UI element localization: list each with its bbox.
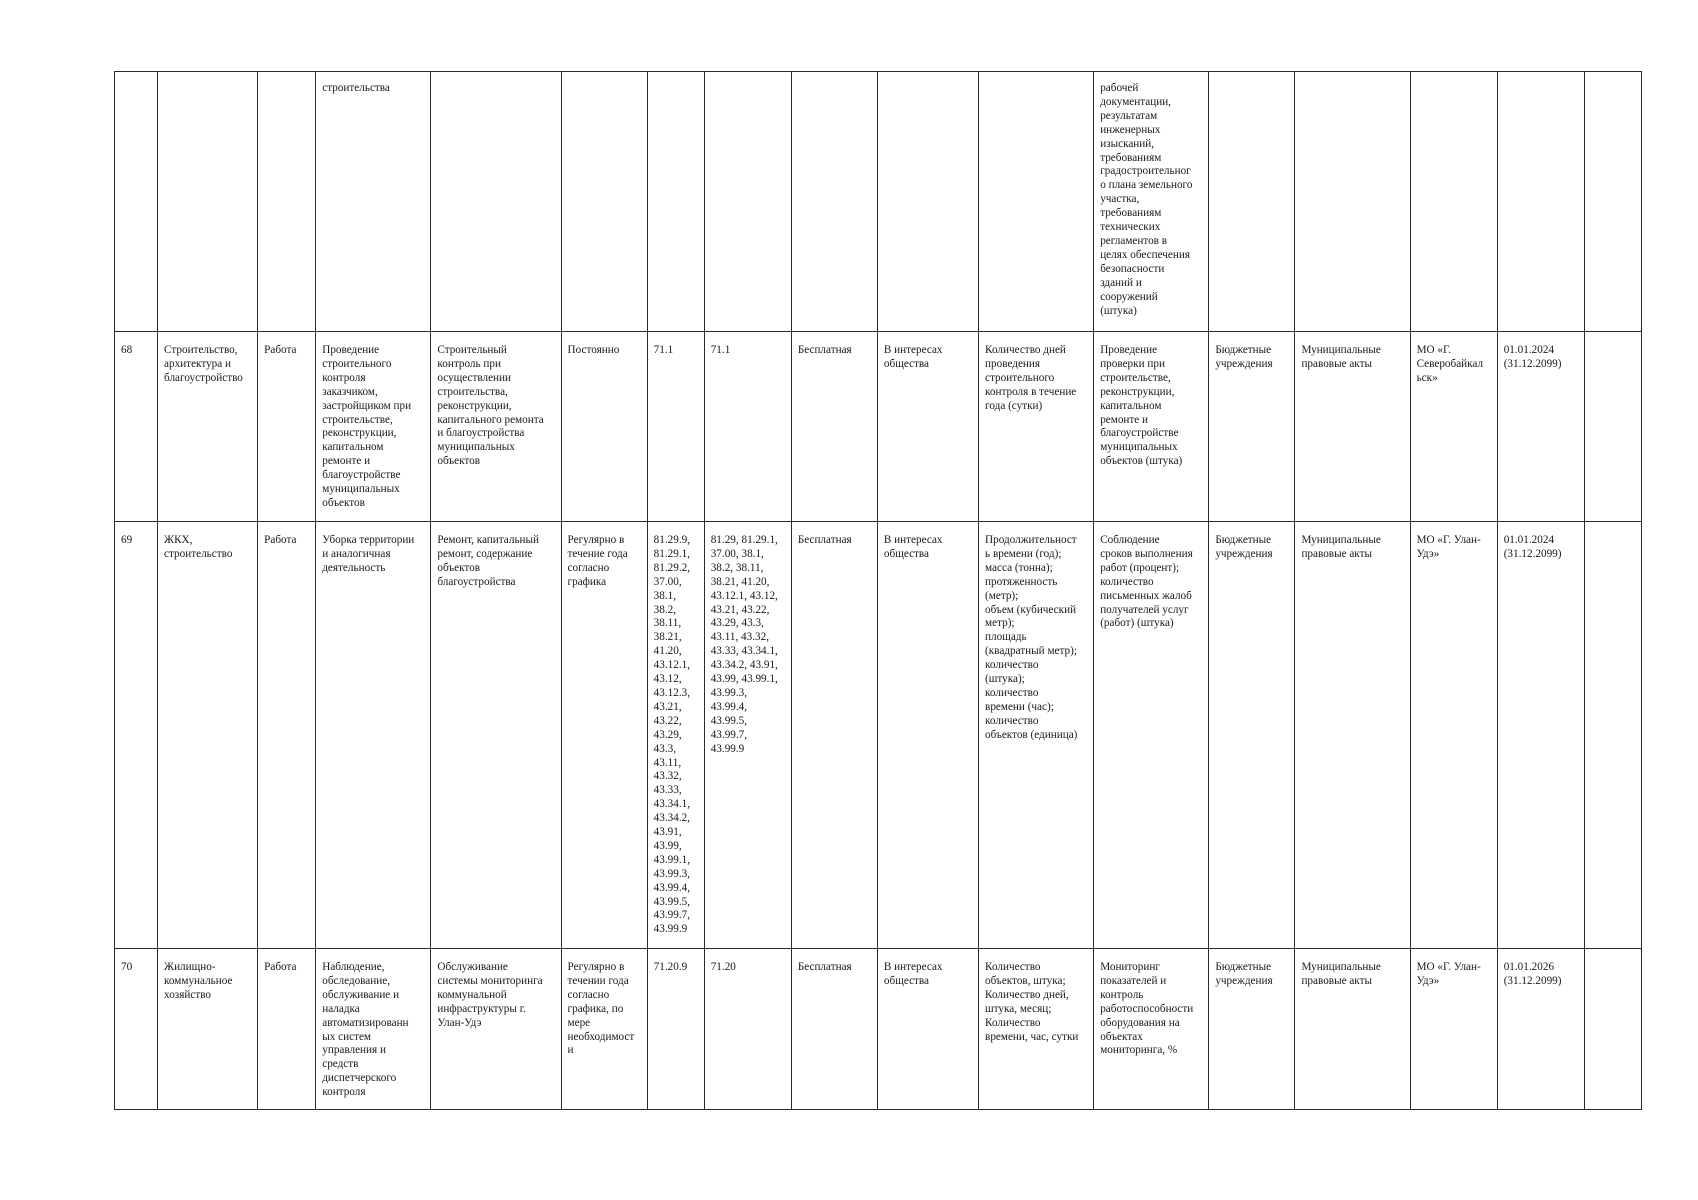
cell-last (1584, 72, 1641, 332)
cell-interest (877, 72, 978, 332)
cell-sector (158, 72, 258, 332)
cell-criteria: Соблюдение сроков выполнения работ (процент); количество письменных жалоб получателей услуг (работ) (штука) (1094, 522, 1209, 949)
cell-sector: Жилищно- коммунальное хозяйство (158, 949, 258, 1110)
cell-last (1584, 332, 1641, 522)
cell-mo: МО «Г. Улан- Удэ» (1410, 949, 1497, 1110)
cell-num: 68 (115, 332, 158, 522)
cell-acts: Муниципальные правовые акты (1295, 949, 1410, 1110)
cell-interest: В интересах общества (877, 522, 978, 949)
cell-acts: Муниципальные правовые акты (1295, 332, 1410, 522)
cell-terms (561, 72, 647, 332)
cell-payment: Бесплатная (791, 522, 877, 949)
cell-okved: 81.29.9, 81.29.1, 81.29.2, 37.00, 38.1, 38.2, 38.11, 38.21, 41.20, 43.12.1, 43.12, 43.12.3, 43.21, 43.22, 43.29, 43.3, 43.11, 43.32, 43.33, 43.34.1, 43.34.2, 43.91, 43.99, 43.99.1, 43.99.3, 43.99.4, 43.99.5, 43.99.7, 43.99.9 (647, 522, 704, 949)
cell-volume (979, 72, 1094, 332)
cell-activity: Уборка территории и аналогичная деятельность (316, 522, 431, 949)
cell-institution: Бюджетные учреждения (1209, 522, 1295, 949)
cell-terms: Постоянно (561, 332, 647, 522)
cell-mo (1410, 72, 1497, 332)
cell-institution (1209, 72, 1295, 332)
cell-sector: ЖКХ, строительство (158, 522, 258, 949)
cell-mo: МО «Г. Северобайкал ьск» (1410, 332, 1497, 522)
cell-payment: Бесплатная (791, 332, 877, 522)
cell-dates: 01.01.2024 (31.12.2099) (1497, 522, 1584, 949)
cell-okved2: 81.29, 81.29.1, 37.00, 38.1, 38.2, 38.11, 38.21, 41.20, 43.12.1, 43.12, 43.21, 43.22, 43.29, 43.3, 43.11, 43.32, 43.33, 43.34.1, 43.34.2, 43.91, 43.99, 43.99.1, 43.99.3, 43.99.4, 43.99.5, 43.99.7, 43.99.9 (704, 522, 791, 949)
cell-payment: Бесплатная (791, 949, 877, 1110)
cell-content: Строительный контроль при осуществлении строительства, реконструкции, капитального ремонта и благоустройства муниципальных объектов (431, 332, 561, 522)
cell-content: Обслуживание системы мониторинга коммунальной инфраструктуры г. Улан-Удэ (431, 949, 561, 1110)
table-row-continuation (115, 72, 1642, 332)
cell-num: 69 (115, 522, 158, 949)
cell-type (258, 72, 316, 332)
cell-payment (791, 72, 877, 332)
cell-okved (647, 72, 704, 332)
cell-okved: 71.1 (647, 332, 704, 522)
cell-sector: Строительство, архитектура и благоустройство (158, 332, 258, 522)
cell-num: 70 (115, 949, 158, 1110)
cell-volume: Продолжительност ь времени (год); масса (тонна); протяженность (метр); объем (кубический метр); площадь (квадратный метр); количество (штука); количество времени (час); количество объектов (единица) (979, 522, 1094, 949)
table-row-70 (115, 949, 1642, 1110)
cell-type: Работа (258, 949, 316, 1110)
cell-acts: Муниципальные правовые акты (1295, 522, 1410, 949)
cell-dates: 01.01.2026 (31.12.2099) (1497, 949, 1584, 1110)
cell-content: Ремонт, капитальный ремонт, содержание объектов благоустройства (431, 522, 561, 949)
cell-institution: Бюджетные учреждения (1209, 332, 1295, 522)
cell-terms: Регулярно в течении года согласно графика, по мере необходимост и (561, 949, 647, 1110)
cell-type: Работа (258, 332, 316, 522)
cell-num (115, 72, 158, 332)
registry-sheet (114, 71, 1642, 1110)
cell-interest: В интересах общества (877, 949, 978, 1110)
services-registry-table (114, 71, 1642, 1110)
cell-criteria: Проведение проверки при строительстве, реконструкции, капитальном ремонте и благоустройстве муниципальных объектов (штука) (1094, 332, 1209, 522)
table-row-68 (115, 332, 1642, 522)
cell-interest: В интересах общества (877, 332, 978, 522)
cell-dates: 01.01.2024 (31.12.2099) (1497, 332, 1584, 522)
cell-activity: Проведение строительного контроля заказчиком, застройщиком при строительстве, реконструкции, капитальном ремонте и благоустройстве муниципальных объектов (316, 332, 431, 522)
cell-criteria: рабочей документации, результатам инженерных изысканий, требованиям градостроительног о плана земельного участка, требованиям технических регламентов в целях обеспечения безопасности зданий и сооружений (штука) (1094, 72, 1209, 332)
cell-institution: Бюджетные учреждения (1209, 949, 1295, 1110)
cell-volume: Количество дней проведения строительного контроля в течение года (сутки) (979, 332, 1094, 522)
cell-acts (1295, 72, 1410, 332)
cell-volume: Количество объектов, штука; Количество дней, штука, месяц; Количество времени, час, сутки (979, 949, 1094, 1110)
cell-content (431, 72, 561, 332)
cell-last (1584, 949, 1641, 1110)
cell-dates (1497, 72, 1584, 332)
cell-activity: Наблюдение, обследование, обслуживание и наладка автоматизированн ых систем управления и средств диспетчерского контроля (316, 949, 431, 1110)
cell-okved2 (704, 72, 791, 332)
cell-terms: Регулярно в течение года согласно графика (561, 522, 647, 949)
cell-mo: МО «Г. Улан- Удэ» (1410, 522, 1497, 949)
cell-activity: строительства (316, 72, 431, 332)
cell-last (1584, 522, 1641, 949)
table-row-69 (115, 522, 1642, 949)
cell-okved: 71.20.9 (647, 949, 704, 1110)
cell-okved2: 71.1 (704, 332, 791, 522)
cell-okved2: 71.20 (704, 949, 791, 1110)
cell-type: Работа (258, 522, 316, 949)
cell-criteria: Мониторинг показателей и контроль работоспособности оборудования на объектах мониторинга, % (1094, 949, 1209, 1110)
